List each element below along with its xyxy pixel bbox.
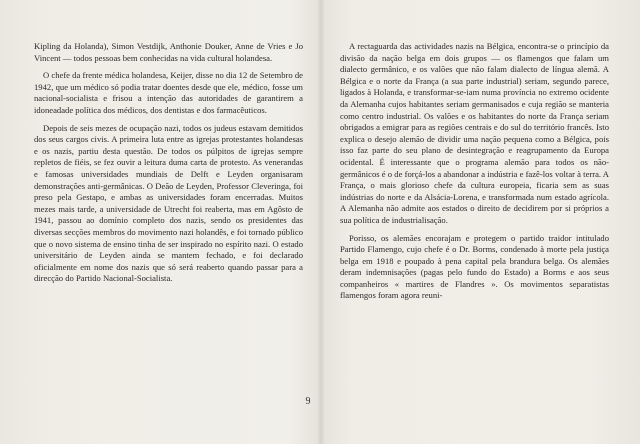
left-paragraph-3: Depois de seis mezes de ocupação nazi, todos os judeus estavam demitidos dos seus cargos civis. A primeira luta entre as igrejas protestantes holandesas e os nazis, partiu desta questão. De todos os púlpitos de igrejas sempre repletos de fiéis, se fez ouvir a leitura duma carta de protesto. As venerandas e famosas universidades mundiais de Delft e Leyden organisaram demonstrações anti-germânicas. O Deão de Leyden, Professor Cleveringa, foi preso pela Gestapo, e ambas as universidades foram encerradas. Muitos mezes mais tarde, a universidade de Utrecht foi reaberta, mas em Agôsto de 1941, passou ao domínio completo dos nazis, sendo os presidentes das diversas secções membros do movimento nazi holandês, e foi tornado público que o novo sistema de ensino tinha de ser inspirado no espírito nazi. O estado universitário de Leyden ainda se mantem fechado, e foi declarado oficialmente em nome dos nazis que só será reaberto quando passar para a direcção do Partido Nacional-Socialista.	[34, 122, 303, 284]
page-fold-shadow	[317, 0, 325, 444]
right-text-column	[340, 41, 609, 308]
right-paragraph-2: Porisso, os alemães encorajam e protegem o partido traidor intitulado Partido Flamengo, cujo chefe é o Dr. Borms, condenado à morte pela justiça belga em 1918 e poupado à pena capital pela brandura belga. Os alemães deram indemnisações (pagas pelo fundo do Estado) a Borms e aos seus companheiros « martires de Flandres ». Os movimentos separatistas flamengos foram agora reuni-	[340, 232, 609, 301]
left-text-column	[34, 41, 303, 291]
right-paragraph-1: A rectaguarda das actividades nazis na Bélgica, encontra-se o princípio da divisão da nação belga em dois grupos — os flamengos que falam um dialecto germânico, e os valões que não falam dialecto de língua alemã. A Bélgica e o norte da França (a sua parte industrial) seriam, segundo parece, ligados à Holanda, e transformar-se-iam numa província no extremo ocidente da Alemanha cujos habitantes seriam germanisados e cuja região se manteria como centro industrial. Os valões e os habitantes do norte da França seriam obrigados a emigrar para as regiões centrais e do sul do território francês. Isto explica o desejo alemão de dividir uma nação pequena como a Bélgica, pois isso faz parte do seu plano de desintegração e reagrupamento da Europa ocidental. É interessante que o programa alemão para todos os não-germânicos é o de forçá-los a abandonar a indústria e fazê-los voltar à terra. A França, o mais glorioso chefe da cultura europeia, ficaria sem as suas indústrias do norte e da Alsácia-Lorena, e transformada num estado agrícola. A Alemanha não admite aos estados o direito de decidirem por si próprios a sua política de industrialisação.	[340, 41, 609, 225]
left-paragraph-1: Kipling da Holanda), Simon Vestdijk, Anthonie Douker, Anne de Vries e Jo Vincent — todos pessoas bem conhecidas na vida cultural holandesa.	[34, 41, 303, 63]
page-number: 9	[305, 396, 311, 407]
left-paragraph-2: O chefe da frente médica holandesa, Keijer, disse no dia 12 de Setembro de 1942, que um médico só podia tratar doentes desde que ele, médico, fosse um nacional-socialista e frisou a intenção das autoridades de garantirem a idoneadade política dos médicos, dos dentistas e dos farmacêuticos.	[34, 70, 303, 115]
